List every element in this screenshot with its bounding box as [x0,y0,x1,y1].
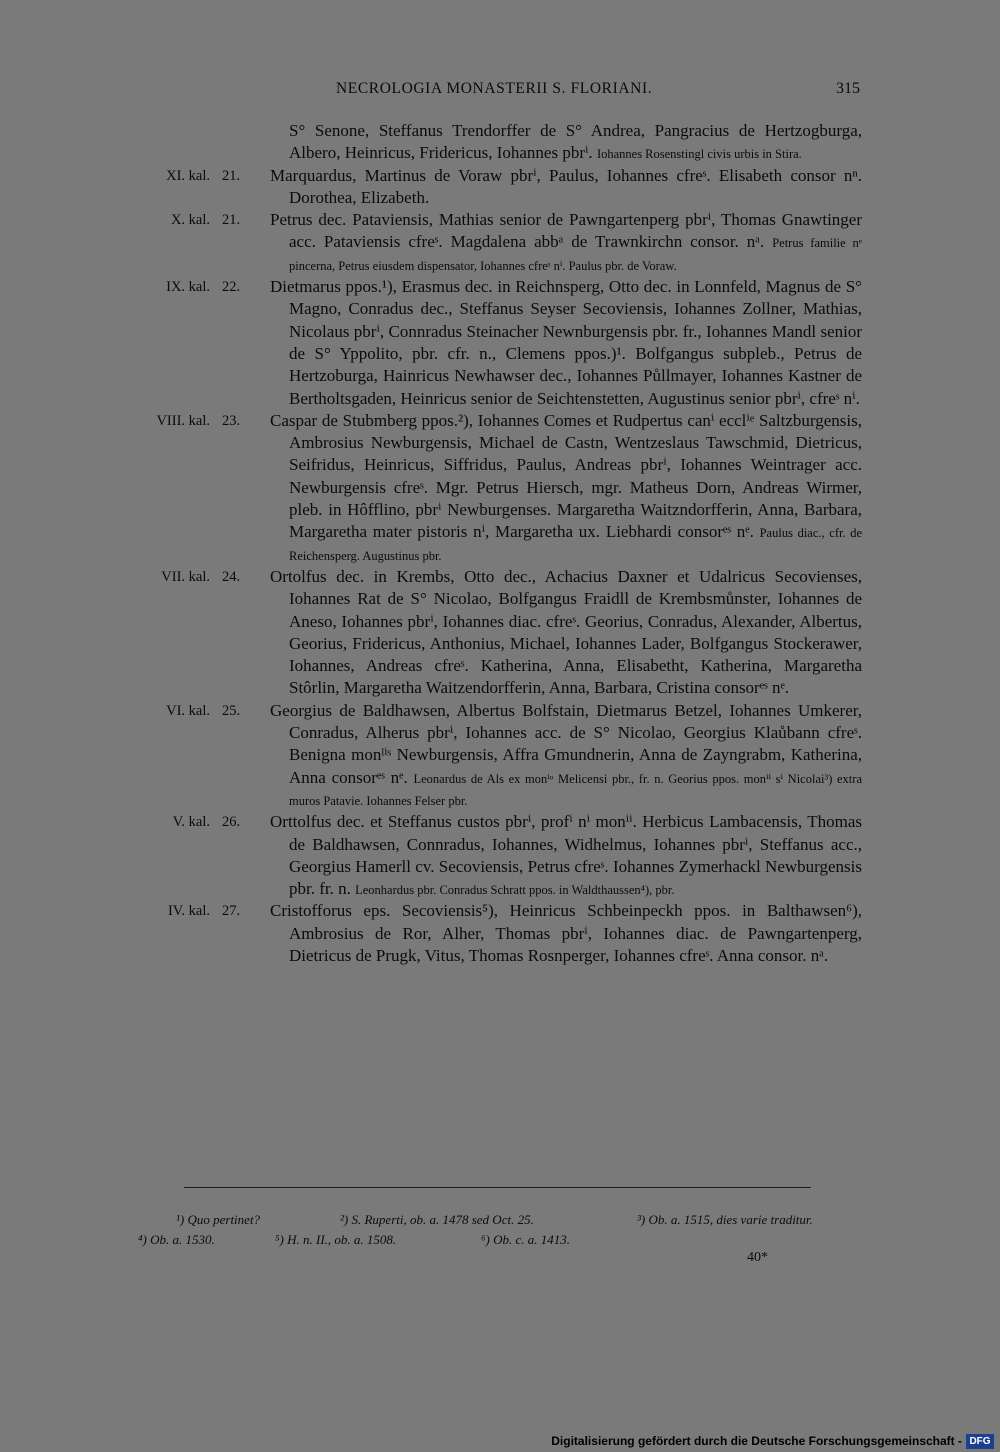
entry-text [270,410,862,566]
entry-main-text: S° Senone, Steffanus Trendorffer de S° Andrea, Pangracius de Hertzogburga, Albero, Heinricus, Fridericus, Iohannes pbrⁱ. [289,121,862,163]
footnote-3: ³) Ob. a. 1515, dies varie traditur. [637,1212,813,1227]
entry-small-text: Paulus diac., cfr. de Reichensperg. Augustinus pbr. [289,526,863,563]
entry-small-text: Leonardus de Als ex monⁱᵒ Melicensi pbr., fr. n. Georius ppos. monⁱⁱ sⁱ Nicolai³) extra muros Patavie. Iohannes Felser pbr. [289,771,862,808]
entry-main-text: Cristofforus eps. Secoviensis⁵), Heinricus Schbeinpeckh ppos. in Balthawsen⁶), Ambrosius de Ror, Alher, Thomas pbrⁱ, Iohannes diac. de Pawngartenperg, Dietricus de Prugk, Vitus, Thomas Rosnperger, Iohannes cfreˢ. Anna consor. nᵃ. [270,901,862,965]
entry-main-text: Orttolfus dec. et Steffanus custos pbrⁱ, profⁱ nⁱ monⁱⁱ. Herbicus Lambacensis, Thomas de Baldhawsen, Connradus, Iohannes, Widhelmus, Iohannes pbrⁱ, Steffanus acc., Georgius Hamerll cv. Secoviensis, Petrus cfreˢ. Iohannes Zymerhackl Newburgensis pbr. fr. n. [270,812,862,899]
entry-date: XI. kal. [166,167,210,184]
entry-text [270,811,862,900]
necrology-entry [0,811,1000,900]
entry-main-text: Petrus dec. Pataviensis, Mathias senior de Pawngartenperg pbrⁱ, Thomas Gnawtinger acc. Pataviensis cfreˢ. Magdalena abbᵃ de Trawnkirchn consor. nᵃ. [270,210,862,252]
entry-main-text: Caspar de Stubmberg ppos.²), Iohannes Comes et Rudpertus canⁱ ecclⁱᵉ Saltzburgensis, Ambrosius Newburgensis, Michael de Castn, Wentzeslaus Tawschmid, Dietricus, Seifridus, Heinricus, Siffridus, Paulus, Andreas pbrⁱ, Iohannes Weintrager acc. Newburgensis cfreˢ. Mgr. Petrus Hiersch, mgr. Matheus Dorn, Andreas Wirmer, pleb. in Hôfflino, pbrⁱ Newburgenses. Margaretha Waitzndorfferin, Anna, Barbara, Margaretha mater pistoris nⁱ, Margaretha ux. Liebhardi consorᵉˢ nᵉ. [270,410,862,542]
entry-date: V. kal. [172,814,210,831]
entry-day: 24. [222,568,241,585]
entry-date: VIII. kal. [156,412,210,429]
entry-day: 26. [222,814,241,831]
entry-main-text: Dietmarus ppos.¹), Erasmus dec. in Reichnsperg, Otto dec. in Lonnfeld, Magnus de S° Magno, Conradus dec., Steffanus Seyser Secoviensis, Iohannes Zollner, Mathias, Nicolaus pbrⁱ, Connradus Steinacher Newnburgensis pbr. fr., Iohannes Mandl senior de S° Yppolito, pbr. cfr. n., Clemens ppos.)¹. Bolfgangus subpleb., Petrus de Hertzoburga, Hainricus Newhawser dec., Iohannes Půllmayer, Iohannes Kastner de Bertholtsgaden, Heinricus senior de Seichtenstetten, Augustinus senior pbrⁱ, cfreˢ nⁱ. [270,277,862,408]
entry-main-text: Marquardus, Martinus de Voraw pbrⁱ, Paulus, Iohannes cfreˢ. Elisabeth consor nⁿ. Dorothea, Elizabeth. [270,165,862,207]
running-title: NECROLOGIA MONASTERII S. FLORIANI. [336,80,653,97]
entry-day: 21. [222,212,241,229]
necrology-entry [0,900,1000,967]
entry-day: 27. [222,903,241,920]
necrology-entry [0,209,1000,276]
necrology-entry [0,700,1000,811]
necrology-entries [0,120,1000,967]
footnote-separator-dash [795,1187,811,1188]
footnote-separator [184,1187,806,1188]
entry-text [270,566,862,700]
signature-mark: 40* [747,1250,768,1265]
dfg-logo: DFG [966,1434,994,1449]
footnote-1: ¹) Quo pertinet? [176,1212,261,1227]
dfg-footer [0,1430,1000,1452]
entry-text [270,276,862,410]
necrology-entry [0,410,1000,566]
necrology-entry [0,120,1000,165]
entry-text [270,700,862,811]
entry-date: IV. kal. [167,903,210,920]
footnote-2: ²) S. Ruperti, ob. a. 1478 sed Oct. 25. [340,1212,534,1227]
entry-date: IX. kal. [166,279,210,296]
footnote-5: ⁵) H. n. II., ob. a. 1508. [275,1232,397,1247]
entry-small-text: Petrus familie nᵉ pincerna, Petrus eiusdem dispensator, Iohannes cfreˢ nⁱ. Paulus pbr. de Voraw. [289,236,863,273]
entry-date: X. kal. [170,212,210,229]
entry-small-text: Leonhardus pbr. Conradus Schratt ppos. in Waldthaussen⁴), pbr. [355,883,675,898]
footnote-4: ⁴) Ob. a. 1530. [138,1232,215,1247]
footnote-6: ⁶) Ob. c. a. 1413. [481,1232,571,1247]
page-header [0,80,1000,104]
entry-date: VI. kal. [166,702,210,719]
entry-text [270,900,862,967]
entry-text [270,120,862,165]
entry-main-text: Ortolfus dec. in Krembs, Otto dec., Achacius Daxner et Udalricus Secovienses, Iohannes Rat de S° Nicolao, Bolfgangus Fraidll de Krembsmůnster, Iohannes de Aneso, Iohannes pbrⁱ, Iohannes diac. cfreˢ. Georius, Conradus, Alexander, Albertus, Georius, Fridericus, Anthonius, Michael, Iohannes Lader, Bolfgangus Stockerawer, Iohannes, Andreas cfreˢ. Katherina, Anna, Elisabetht, Katherina, Margaretha Stôrlin, Margaretha Waitzendorfferin, Anna, Barbara, Cristina consorᵉˢ nᵉ. [270,566,862,698]
necrology-entry [0,165,1000,210]
necrology-entry [0,276,1000,410]
dfg-credit-text: Digitalisierung gefördert durch die Deutsche Forschungsgemeinschaft - [551,1434,962,1448]
entry-day: 23. [222,412,241,429]
entry-date: VII. kal. [161,568,210,585]
necrology-entry [0,566,1000,700]
entry-text [270,165,862,210]
page-number: 315 [836,80,860,97]
entry-text [270,209,862,276]
entry-small-text: Iohannes Rosenstingl civis urbis in Stira. [596,147,802,162]
entry-day: 22. [222,279,241,296]
entry-day: 25. [222,702,241,719]
entry-day: 21. [222,167,241,184]
entry-main-text: Georgius de Baldhawsen, Albertus Bolfstain, Dietmarus Betzel, Iohannes Umkerer, Conradus, Alherus pbrⁱ, Iohannes acc. de S° Nicolao, Georgius Klaůbann cfreˢ. Benigna monˡⁱˢ Newburgensis, Affra Gmundnerin, Anna de Zayngrabm, Katherina, Anna consorᵉˢ nᵉ. [270,700,862,787]
